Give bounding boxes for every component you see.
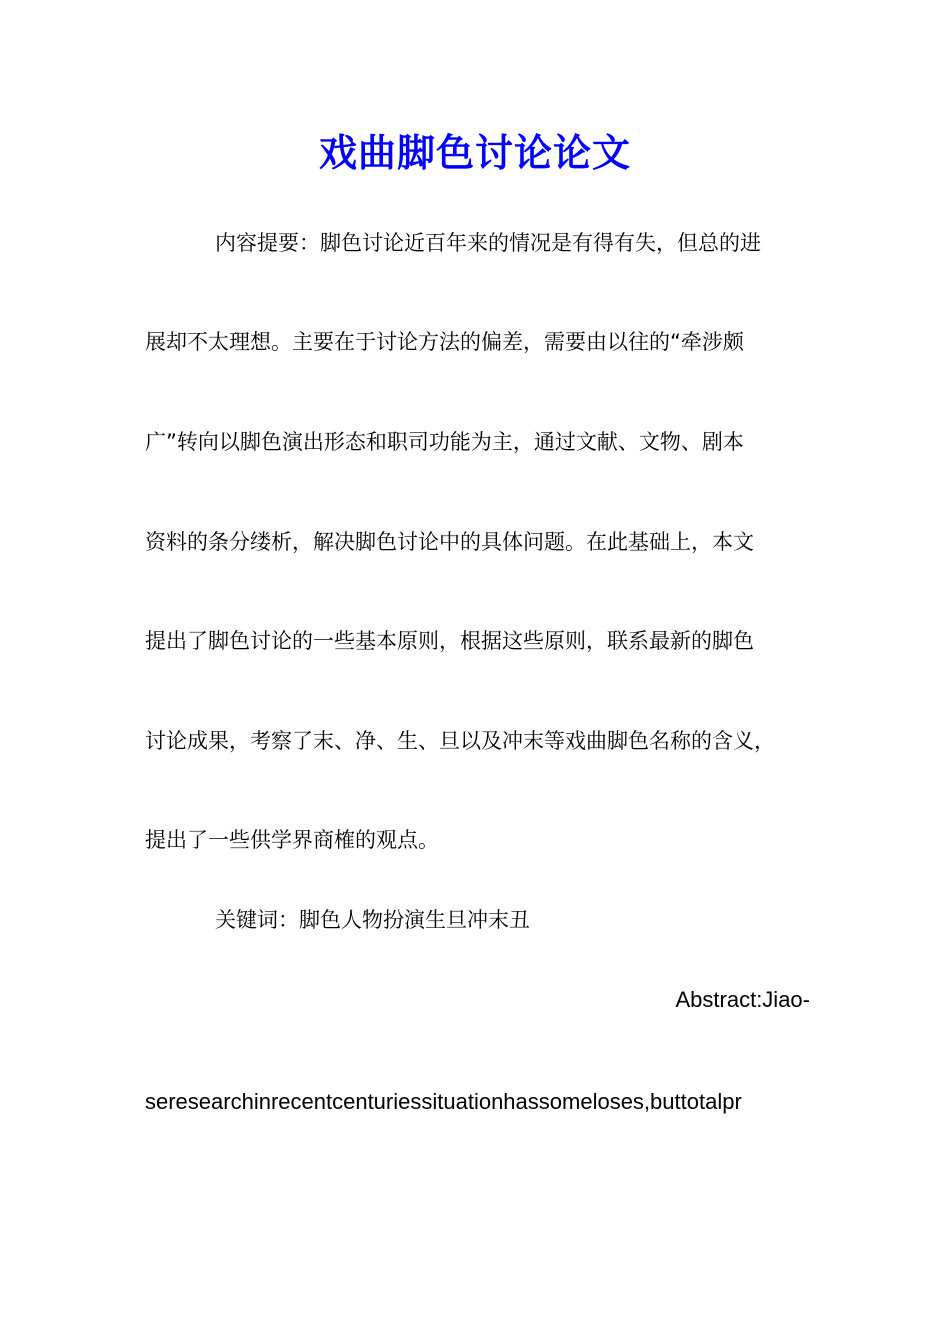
document-title: 戏曲脚色讨论论文 [318, 130, 631, 175]
abstract-line-5: 提出了脚色讨论的一些基本原则，根据这些原则，联系最新的脚色 [145, 629, 754, 653]
keywords-line: 关键词：脚色人物扮演生旦冲末丑 [215, 908, 530, 932]
english-abstract-line: seresearchinrecentcenturiessituationhassomeloses,buttotalpr [145, 1089, 742, 1114]
english-abstract-label: Abstract:Jiao- [675, 987, 810, 1012]
abstract-line-3: 广”转向以脚色演出形态和职司功能为主，通过文献、文物、剧本 [145, 430, 744, 454]
abstract-line-4: 资料的条分缕析，解决脚色讨论中的具体问题。在此基础上，本文 [145, 530, 754, 554]
abstract-line-1: 内容提要：脚色讨论近百年来的情况是有得有失，但总的进 [215, 231, 761, 255]
abstract-line-2: 展却不太理想。主要在于讨论方法的偏差，需要由以往的“牵涉颇 [145, 330, 744, 354]
abstract-line-6: 讨论成果，考察了末、净、生、旦以及冲末等戏曲脚色名称的含义， [145, 729, 775, 753]
abstract-line-7: 提出了一些供学界商榷的观点。 [145, 828, 439, 852]
